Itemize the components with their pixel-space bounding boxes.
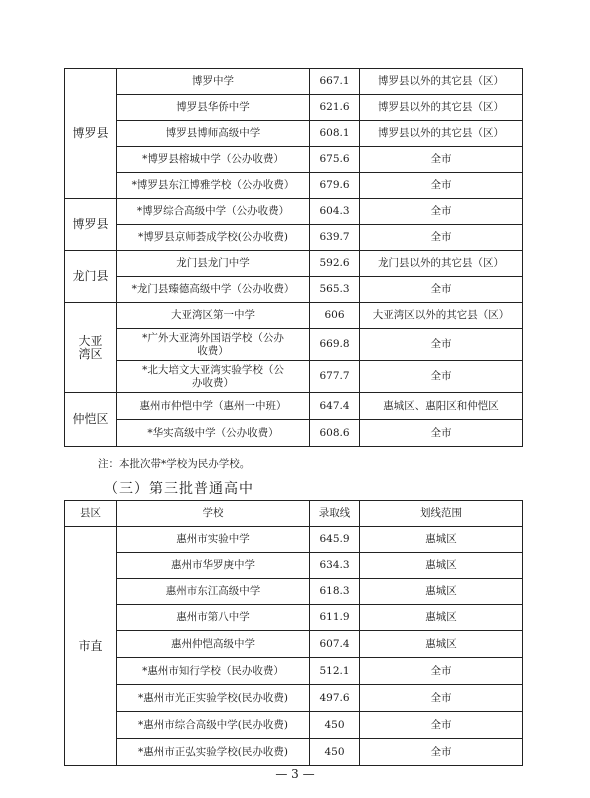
score-cell: 675.6 (310, 147, 360, 173)
range-cell: 惠城区 (360, 605, 523, 631)
county-cell: 博罗县 (65, 69, 117, 199)
school-cell: *博罗县东江博雅学校（公办收费） (117, 173, 310, 199)
table-row (65, 199, 523, 225)
score-cell: 679.6 (310, 173, 360, 199)
school-cell: *惠州市正弘实验学校(民办收费) (117, 739, 310, 766)
table-row (65, 579, 523, 605)
table-row (65, 173, 523, 199)
range-cell: 全市 (360, 658, 523, 685)
county-cell: 市直 (65, 527, 117, 766)
range-cell: 惠城区 (360, 631, 523, 658)
county-cell: 博罗县 (65, 199, 117, 251)
school-cell: 惠州仲恺高级中学 (117, 631, 310, 658)
range-cell: 博罗县以外的其它县（区） (360, 95, 523, 121)
county-cell: 仲恺区 (65, 393, 117, 447)
school-cell: *惠州市光正实验学校(民办收费) (117, 685, 310, 712)
range-cell: 龙门县以外的其它县（区） (360, 251, 523, 277)
table-row (65, 147, 523, 173)
score-cell: 618.3 (310, 579, 360, 605)
column-header-range: 划线范围 (360, 501, 523, 527)
range-cell: 全市 (360, 685, 523, 712)
table-row (65, 527, 523, 553)
table-row (65, 685, 523, 712)
page-number: — 3 — (275, 767, 315, 781)
score-cell: 611.9 (310, 605, 360, 631)
table-row (65, 393, 523, 420)
range-cell: 大亚湾区以外的其它县（区） (360, 303, 523, 329)
table-row (65, 553, 523, 579)
school-cell: 惠州市实验中学 (117, 527, 310, 553)
range-cell: 惠城区 (360, 579, 523, 605)
score-cell: 639.7 (310, 225, 360, 251)
table-row (65, 361, 523, 393)
school-cell: 惠州市东江高级中学 (117, 579, 310, 605)
table-header-row (65, 501, 523, 527)
table-row (65, 251, 523, 277)
score-cell: 607.4 (310, 631, 360, 658)
table-row (65, 329, 523, 361)
range-cell: 惠城区 (360, 527, 523, 553)
school-cell: *北大培文大亚湾实验学校（公办收费） (117, 361, 310, 393)
range-cell: 全市 (360, 199, 523, 225)
range-cell: 全市 (360, 173, 523, 199)
admission-table-batch3 (64, 500, 523, 766)
range-cell: 全市 (360, 225, 523, 251)
table-row (65, 69, 523, 95)
score-cell: 606 (310, 303, 360, 329)
table-row (65, 225, 523, 251)
school-cell: 大亚湾区第一中学 (117, 303, 310, 329)
school-cell: 博罗县博师高级中学 (117, 121, 310, 147)
school-cell: 博罗县华侨中学 (117, 95, 310, 121)
school-cell: *博罗综合高级中学（公办收费） (117, 199, 310, 225)
score-cell: 608.1 (310, 121, 360, 147)
column-header-county: 县区 (65, 501, 117, 527)
score-cell: 645.9 (310, 527, 360, 553)
score-cell: 450 (310, 739, 360, 766)
table-row (65, 95, 523, 121)
score-cell: 497.6 (310, 685, 360, 712)
range-cell: 惠城区、惠阳区和仲恺区 (360, 393, 523, 420)
school-cell: 龙门县龙门中学 (117, 251, 310, 277)
school-cell: 惠州市华罗庚中学 (117, 553, 310, 579)
admission-table-batch2 (64, 68, 523, 447)
range-cell: 全市 (360, 147, 523, 173)
column-header-score: 录取线 (310, 501, 360, 527)
range-cell: 全市 (360, 329, 523, 361)
score-cell: 565.3 (310, 277, 360, 303)
score-cell: 512.1 (310, 658, 360, 685)
school-cell: *惠州市综合高级中学(民办收费) (117, 712, 310, 739)
range-cell: 博罗县以外的其它县（区） (360, 121, 523, 147)
score-cell: 608.6 (310, 420, 360, 447)
table-row (65, 739, 523, 766)
range-cell: 全市 (360, 277, 523, 303)
score-cell: 677.7 (310, 361, 360, 393)
school-cell: *惠州市知行学校（民办收费） (117, 658, 310, 685)
score-cell: 604.3 (310, 199, 360, 225)
school-cell: *博罗县榕城中学（公办收费） (117, 147, 310, 173)
table-row (65, 121, 523, 147)
school-cell: 惠州市仲恺中学（惠州一中班） (117, 393, 310, 420)
range-cell: 博罗县以外的其它县（区） (360, 69, 523, 95)
range-cell: 全市 (360, 420, 523, 447)
table-row (65, 658, 523, 685)
score-cell: 669.8 (310, 329, 360, 361)
county-cell: 龙门县 (65, 251, 117, 303)
score-cell: 647.4 (310, 393, 360, 420)
school-cell: 惠州市第八中学 (117, 605, 310, 631)
table-row (65, 605, 523, 631)
score-cell: 621.6 (310, 95, 360, 121)
score-cell: 667.1 (310, 69, 360, 95)
range-cell: 全市 (360, 712, 523, 739)
table-row (65, 277, 523, 303)
range-cell: 全市 (360, 361, 523, 393)
footnote: 注：本批次带*学校为民办学校。 (98, 458, 251, 470)
table-row (65, 631, 523, 658)
county-cell: 大亚湾区 (65, 303, 117, 393)
school-cell: *华实高级中学（公办收费） (117, 420, 310, 447)
school-cell: *博罗县京师荟成学校(公办收费) (117, 225, 310, 251)
table-row (65, 712, 523, 739)
table-row (65, 420, 523, 447)
school-cell: *广外大亚湾外国语学校（公办收费） (117, 329, 310, 361)
school-cell: 博罗中学 (117, 69, 310, 95)
score-cell: 592.6 (310, 251, 360, 277)
score-cell: 634.3 (310, 553, 360, 579)
column-header-school: 学校 (117, 501, 310, 527)
school-cell: *龙门县臻德高级中学（公办收费） (117, 277, 310, 303)
score-cell: 450 (310, 712, 360, 739)
section-heading: （三）第三批普通高中 (104, 481, 254, 497)
range-cell: 全市 (360, 739, 523, 766)
table-row (65, 303, 523, 329)
range-cell: 惠城区 (360, 553, 523, 579)
